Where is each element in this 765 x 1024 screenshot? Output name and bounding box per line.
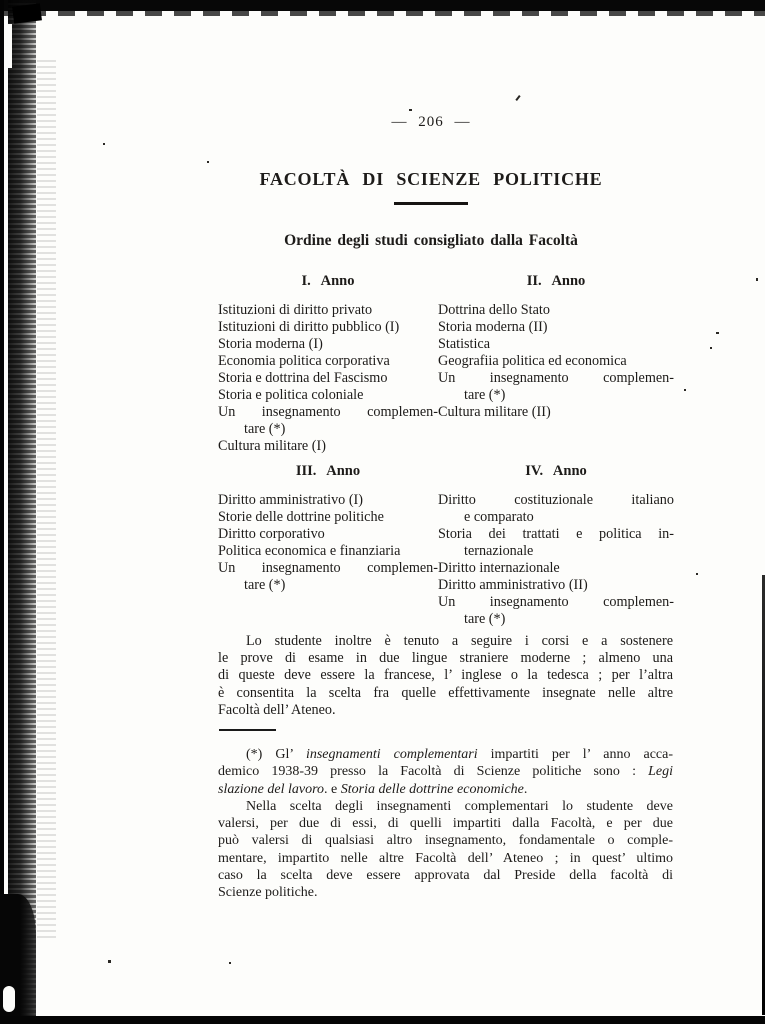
text-line: slazione del lavoro. e Storia delle dottrine economiche. (218, 781, 528, 797)
course-line: Diritto internazionale (438, 560, 560, 576)
year-heading-3: III. Anno (295, 463, 361, 479)
course-line: Istituzioni di diritto privato (218, 302, 373, 318)
scan-corner-blob (12, 3, 42, 23)
course-item (218, 438, 438, 455)
course-line: e comparato (464, 509, 534, 525)
course-list-year-1 (218, 302, 438, 455)
course-item (218, 404, 438, 438)
course-item (218, 336, 438, 353)
course-line: Storia moderna (I) (218, 336, 323, 352)
course-item (438, 526, 674, 560)
year-column-3 (218, 462, 438, 628)
course-item (218, 387, 438, 404)
course-item (438, 404, 674, 421)
course-line: tare (*) (244, 577, 286, 593)
course-item (438, 560, 674, 577)
course-item (218, 509, 438, 526)
course-item (438, 319, 674, 336)
course-line: Storia dei trattati e politica in- (438, 526, 674, 542)
footnote-paragraph-1 (218, 746, 673, 798)
text-line: Scienze politiche. (218, 885, 318, 901)
year-column-4 (438, 462, 674, 628)
scan-edge-left-band (8, 0, 36, 1024)
course-item (218, 370, 438, 387)
course-list-year-4 (438, 492, 674, 628)
title-underline (394, 202, 468, 205)
text-line: le prove di esame in due lingue straniere moderne ; almeno una (218, 650, 673, 667)
scan-edge-top (0, 0, 765, 11)
text-line: (*) Gl’ insegnamenti complementari impartiti per l’ anno acca- (246, 747, 673, 762)
course-item (218, 560, 438, 594)
footnote (218, 746, 673, 902)
course-item (218, 526, 438, 543)
text-line: caso la scelta deve essere approvata dal Preside della facoltà di (218, 868, 673, 884)
text-line: mentare, impartito nelle altre Facoltà dell’ Ateneo ; in quest’ ultimo (218, 850, 673, 866)
course-line: Un insegnamento complemen- (218, 404, 438, 420)
scan-edge-top-ragged (0, 11, 765, 16)
course-line: tare (*) (464, 611, 506, 627)
scan-speck (684, 389, 686, 391)
course-list-year-3 (218, 492, 438, 594)
course-item (218, 353, 438, 370)
text-line: di queste deve essere la francese, l’ inglese o la tedesca ; per l’altra (218, 667, 673, 684)
text-line: Lo studente inoltre è tenuto a seguire i corsi e a sostenere (246, 633, 673, 649)
year-row-1 (218, 272, 674, 455)
text-line: Nella scelta degli insegnamenti complementari lo studente deve (246, 798, 673, 814)
text-line: è consentita la scelta fra quelle effettivamente insegnate nelle altre (218, 684, 673, 701)
course-item (438, 594, 674, 628)
year-heading-4: IV. Anno (525, 463, 587, 479)
course-line: Diritto corporativo (218, 526, 325, 542)
course-item (438, 577, 674, 594)
course-line: ternazionale (464, 543, 534, 559)
scan-speck (696, 573, 698, 575)
course-line: Un insegnamento complemen- (438, 370, 674, 386)
year-row-2 (218, 462, 674, 628)
course-item (218, 319, 438, 336)
course-line: Politica economica e finanziaria (218, 543, 401, 559)
scan-speck (108, 960, 111, 963)
scan-speck (716, 332, 719, 334)
course-item (438, 353, 674, 370)
year-column-2 (438, 272, 674, 455)
scan-speck (409, 109, 412, 111)
scan-bottom-left-notch (3, 986, 15, 1012)
scan-edge-bottom (0, 1016, 765, 1024)
course-line: tare (*) (464, 387, 506, 403)
scan-speck (710, 347, 712, 349)
course-line: Geografiia politica ed economica (438, 353, 627, 369)
course-item (438, 492, 674, 526)
text-line: demico 1938-39 presso la Facoltà di Scienze politiche sono : Legi (218, 764, 673, 780)
footnote-separator (219, 729, 276, 731)
course-line: Diritto amministrativo (II) (438, 577, 588, 593)
year-column-1 (218, 272, 438, 455)
course-line: Dottrina dello Stato (438, 302, 550, 318)
scan-margin-noise (37, 60, 56, 940)
footnote-paragraph-2 (218, 798, 673, 902)
course-item (218, 302, 438, 319)
course-line: Statistica (438, 336, 491, 352)
year-heading-2: II. Anno (526, 273, 586, 289)
scan-speck (103, 143, 105, 145)
course-line: Storie delle dottrine politiche (218, 509, 384, 525)
scan-edge-left-line (0, 0, 4, 1024)
scan-speck (207, 161, 209, 163)
scan-speck (515, 95, 520, 101)
scan-speck (756, 278, 758, 281)
scan-left-notch (4, 24, 12, 68)
course-line: Istituzioni di diritto pubblico (I) (218, 319, 400, 335)
text-line: valersi, per due di essi, di quelli impartiti dalla Facoltà, e per due (218, 816, 673, 832)
course-line: Economia politica corporativa (218, 353, 390, 369)
course-item (218, 492, 438, 509)
course-list-year-2 (438, 302, 674, 421)
course-line: Cultura militare (I) (218, 438, 326, 454)
scan-speck (229, 962, 231, 964)
course-item (438, 336, 674, 353)
text-line: Facoltà dell’ Ateneo. (218, 701, 336, 718)
course-line: Un insegnamento complemen- (218, 560, 438, 576)
page-subtitle: Ordine degli studi consigliato dalla Facoltà (284, 232, 578, 249)
page-title: FACOLTÀ DI SCIENZE POLITICHE (259, 169, 603, 189)
course-line: Cultura militare (II) (438, 404, 551, 420)
year-heading-1: I. Anno (301, 273, 355, 289)
course-line: Diritto amministrativo (I) (218, 492, 363, 508)
course-item (438, 370, 674, 404)
course-line: Storia e dottrina del Fascismo (218, 370, 388, 386)
course-line: tare (*) (244, 421, 286, 437)
course-line: Storia moderna (II) (438, 319, 548, 335)
page-number: — 206 — (391, 114, 471, 130)
course-item (218, 543, 438, 560)
body-paragraph (218, 633, 673, 719)
course-item (438, 302, 674, 319)
course-line: Storia e politica coloniale (218, 387, 364, 403)
course-line: Diritto costituzionale italiano (438, 492, 674, 508)
text-line: può valersi di qualsiasi altro insegnamento, fondamentale o comple- (218, 833, 673, 849)
course-line: Un insegnamento complemen- (438, 594, 674, 610)
